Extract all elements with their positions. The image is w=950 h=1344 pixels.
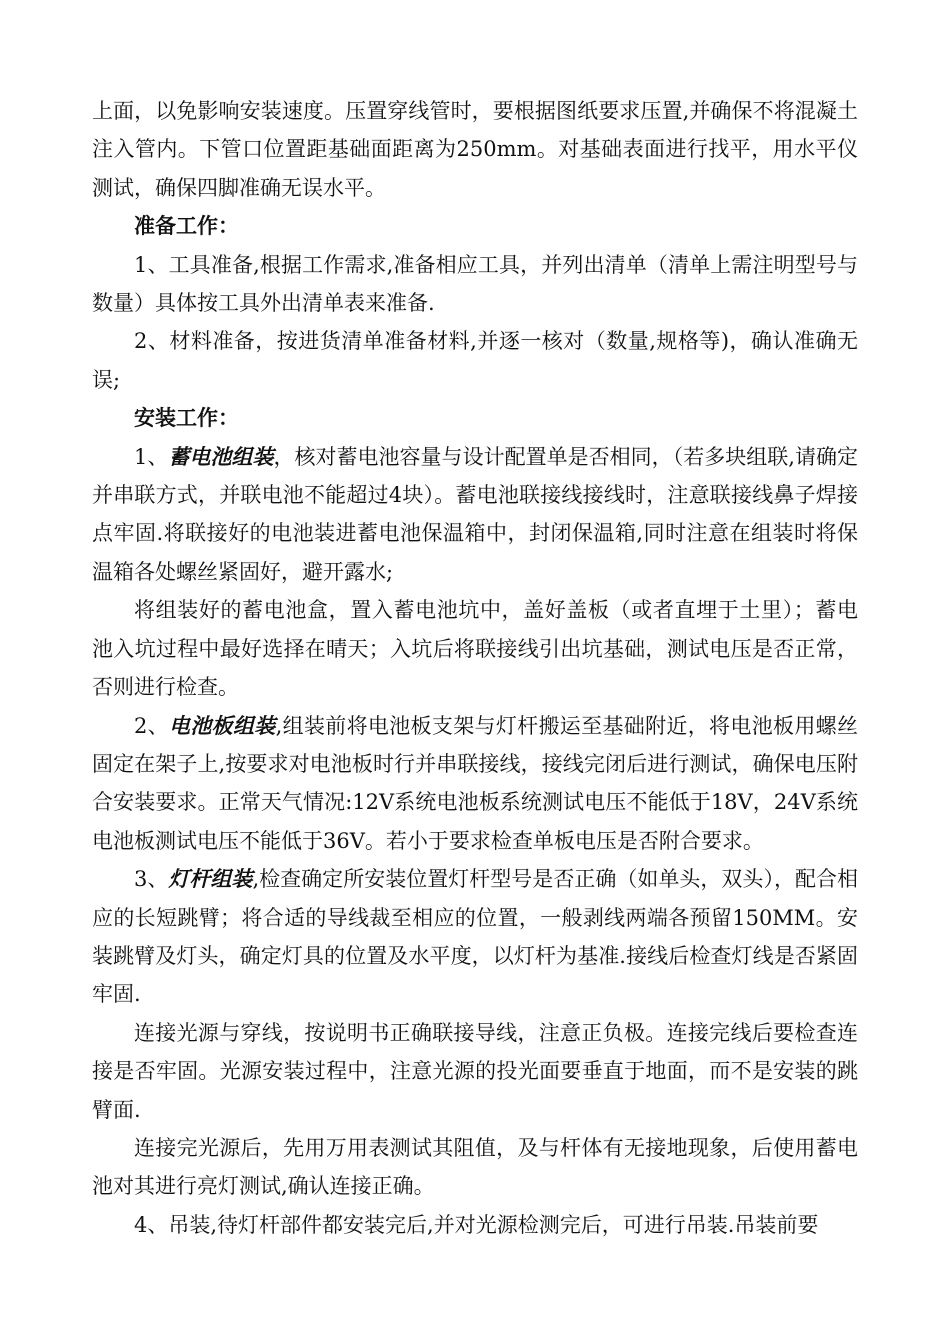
section-heading-preparation: 准备工作：	[134, 213, 239, 239]
paragraph-resistance-test: 连接完光源后，先用万用表测试其阻值，及与杆体有无接地现象，后使用蓄电池对其进行亮灯测试,确认连接正确。	[92, 1135, 858, 1199]
emphasis-term: 电池板组装	[169, 712, 276, 738]
emphasis-term: 灯杆组装	[168, 866, 253, 892]
paragraph-panel-assembly	[92, 707, 858, 861]
item-number: 1、	[134, 444, 169, 469]
paragraph-light-source: 连接光源与穿线，按说明书正确联接导线，注意正负极。连接完线后要检查连接是否牢固。光源安装过程中，注意光源的投光面要垂直于地面，而不是安装的跳臂面.	[92, 1020, 858, 1122]
paragraph-battery-assembly	[92, 438, 858, 592]
paragraph-tool-prep: 1、工具准备,根据工作需求,准备相应工具，并列出清单（清单上需注明型号与数量）具体按工具外出清单表来准备.	[92, 252, 858, 316]
document-body	[92, 92, 858, 1244]
paragraph-material-prep: 2、材料准备，按进货清单准备材料,并逐一核对（数量,规格等)，确认准确无误;	[92, 329, 858, 392]
paragraph-intro: 上面，以免影响安装速度。压置穿线管时，要根据图纸要求压置,并确保不将混凝土注入管内。下管口位置距基础面距离为250mm。对基础表面进行找平，用水平仪测试，确保四脚准确无误水平。	[92, 99, 858, 200]
paragraph-battery-pit: 将组装好的蓄电池盒，置入蓄电池坑中，盖好盖板（或者直埋于土里）；蓄电池入坑过程中最好选择在晴天；入坑后将联接线引出坑基础，测试电压是否正常，否则进行检查。	[92, 598, 858, 700]
paragraph-text: ,组装前将电池板支架与灯杆搬运至基础附近，将电池板用螺丝固定在架子上,按要求对电池板时行并串联接线，接线完闭后进行测试，确保电压附合安装要求。正常天气情况:12V系统电池板系统测试电压不能低于18V，24V系统电池板测试电压不能低于36V。若小于要求检查单板电压是否附合要求。	[92, 713, 858, 853]
item-number: 3、	[134, 867, 169, 892]
paragraph-hoisting: 4、吊装,待灯杆部件都安装完后,并对光源检测完后，可进行吊装.吊装前要	[134, 1212, 819, 1237]
paragraph-text: ，核对蓄电池容量与设计配置单是否相同，（若多块组联,请确定并串联方式，并联电池不能超过4块）。蓄电池联接线接线时，注意联接线鼻子焊接点牢固.将联接好的电池装进蓄电池保温箱中，封闭保温箱,同时注意在组装时将保温箱各处螺丝紧固好，避开露水;	[92, 444, 858, 584]
emphasis-term: 蓄电池组装	[168, 443, 274, 469]
section-heading-installation: 安装工作：	[134, 405, 239, 431]
paragraph-text: ,检查确定所安装位置灯杆型号是否正确（如单头，双头），配合相应的长短跳臂；将合适的导线裁至相应的位置，一般剥线两端各预留150MM。安装跳臂及灯头，确定灯具的位置及水平度，以灯杆为基准.接线后检查灯线是否紧固牢固.	[92, 867, 858, 1007]
paragraph-pole-assembly	[92, 860, 858, 1014]
item-number: 2、	[134, 713, 170, 738]
